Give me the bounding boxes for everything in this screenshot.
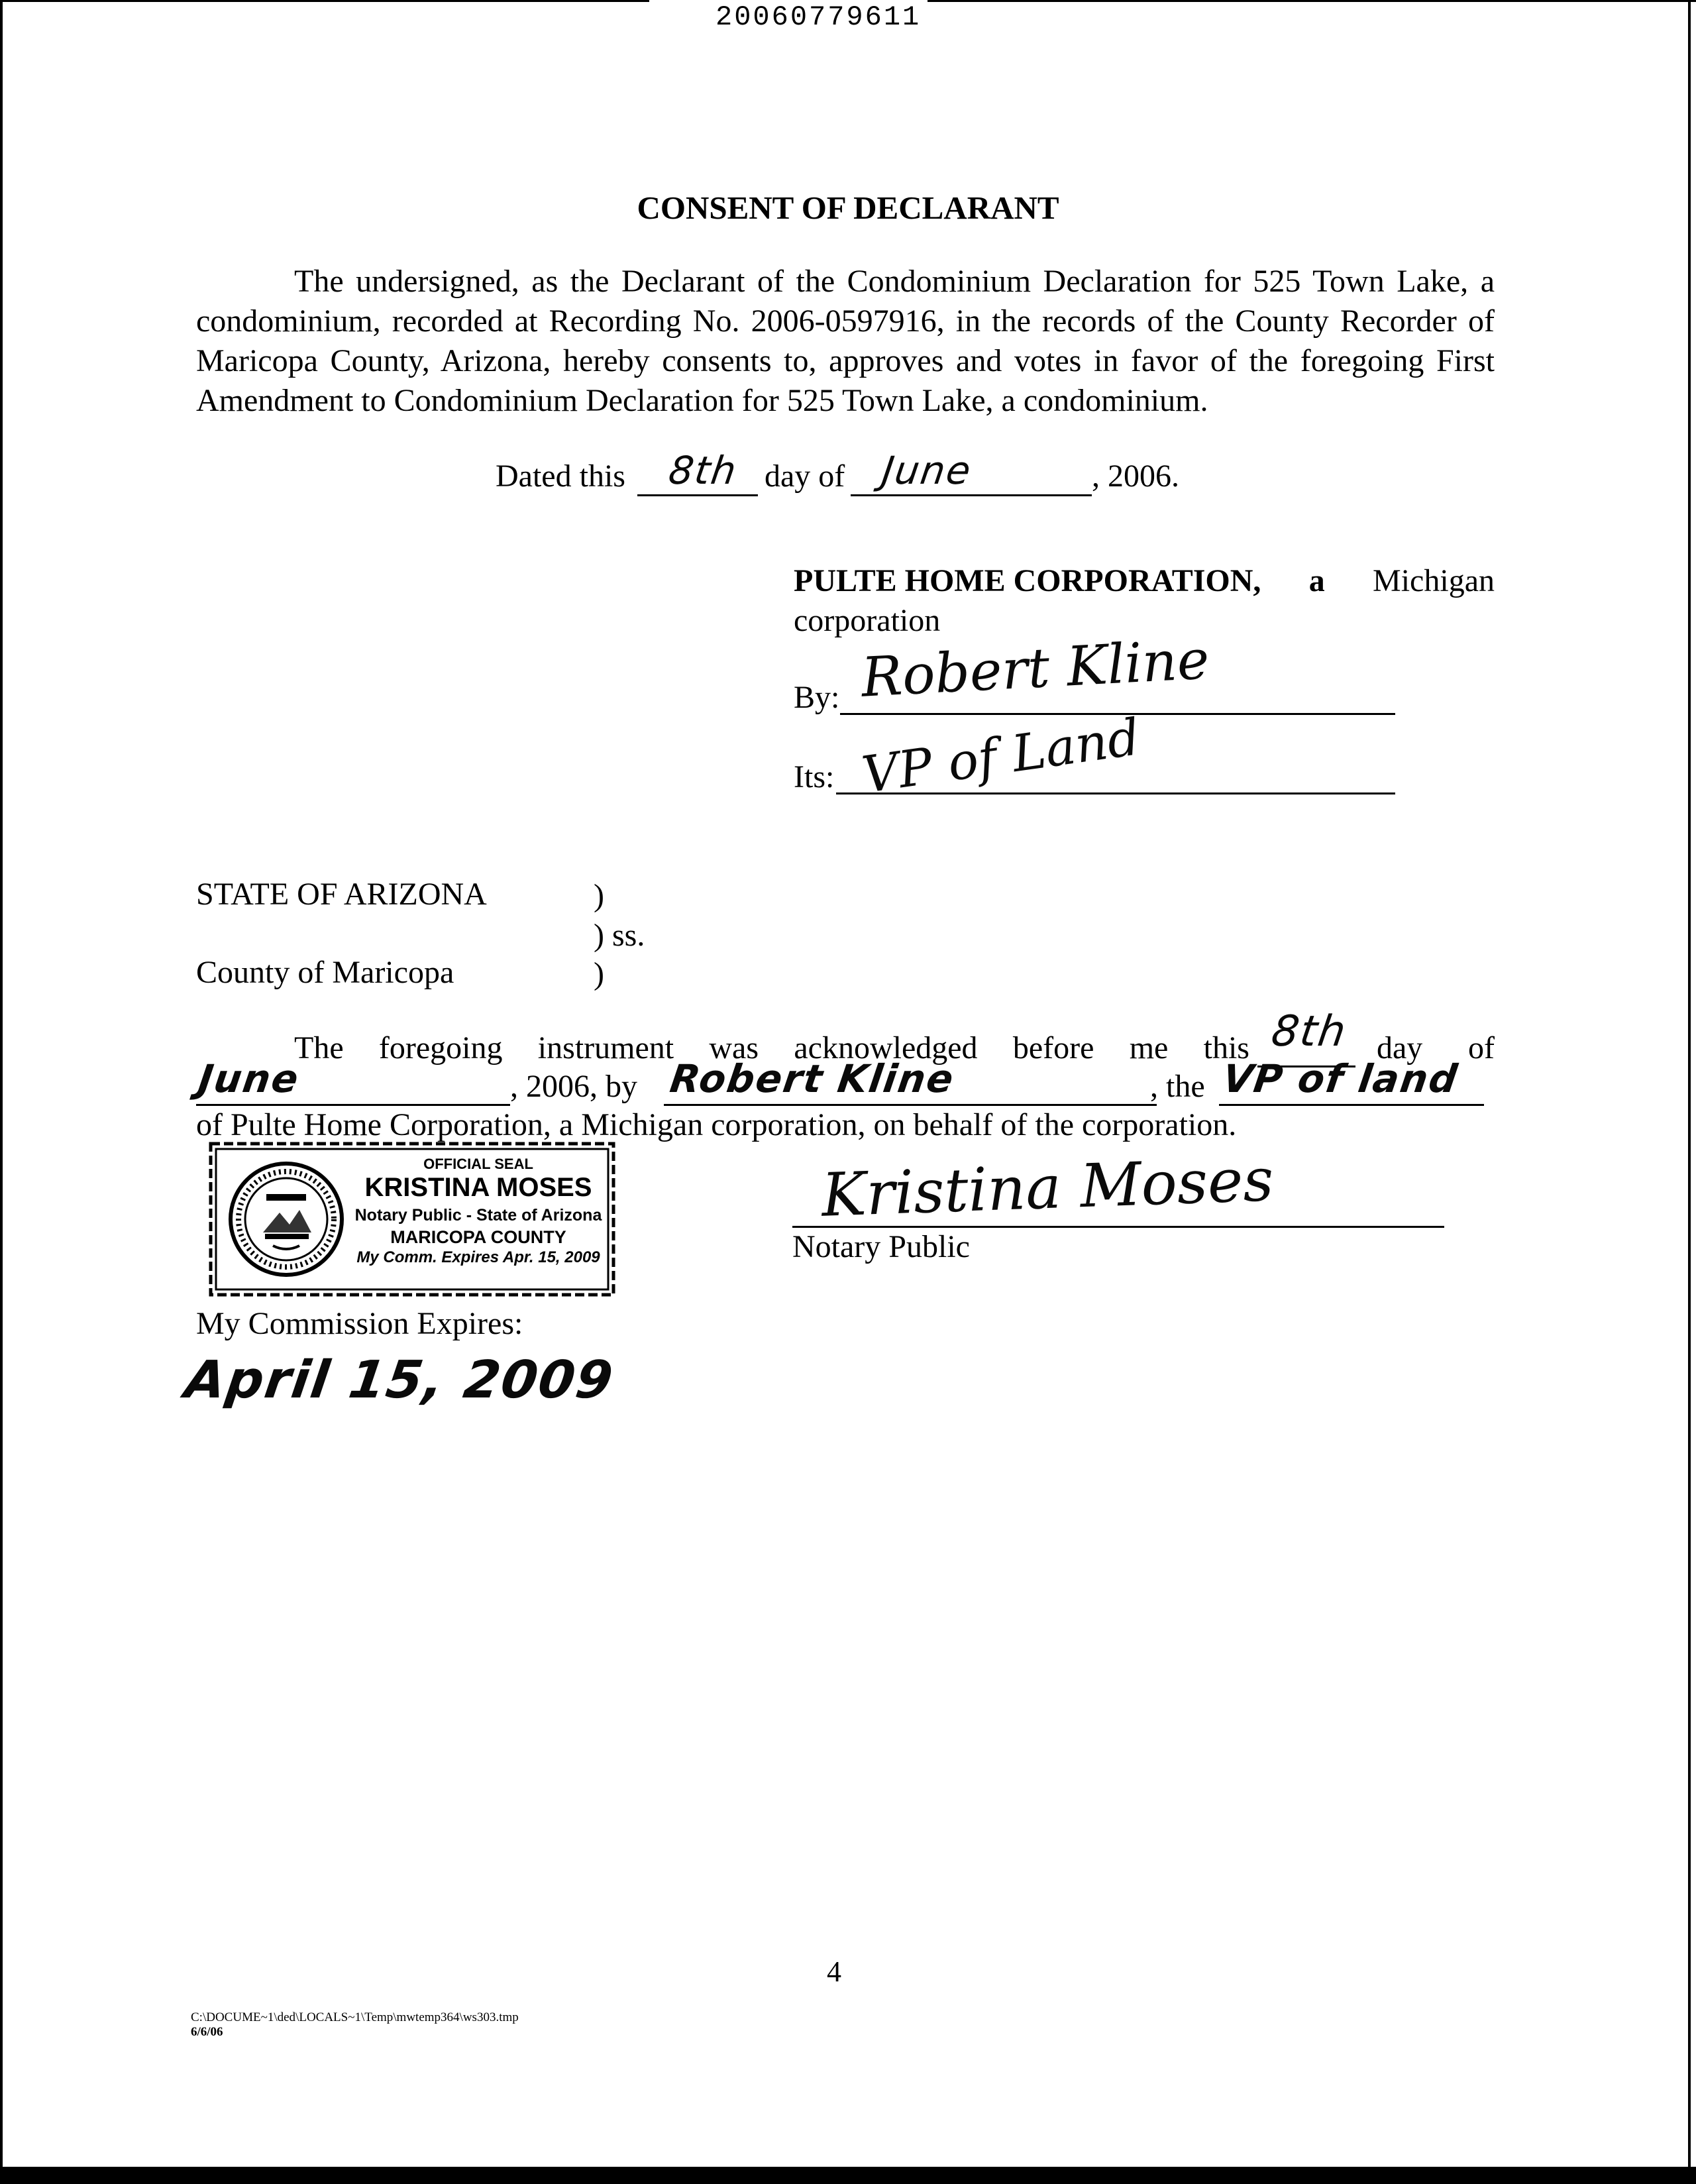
- dated-middle: day of: [765, 459, 845, 494]
- company-line-1: [794, 561, 1495, 601]
- venue-paren-3: ): [594, 956, 604, 991]
- footer: [191, 2010, 519, 2040]
- document-number: 20060779611: [716, 1, 922, 33]
- ack-word-6: before: [1012, 1030, 1094, 1065]
- ack-month-value: June: [195, 1056, 303, 1101]
- ack-day-word: day: [1377, 1030, 1423, 1065]
- intro-paragraph: [196, 262, 1495, 421]
- document-title: CONSENT OF DECLARANT: [637, 190, 1059, 226]
- ack-word-4: was: [709, 1030, 759, 1065]
- ack-word-2: foregoing: [378, 1030, 503, 1065]
- scan-border-right: [1688, 0, 1691, 2167]
- seal-name: KRISTINA MOSES: [364, 1173, 592, 1202]
- notary-seal: [207, 1140, 617, 1299]
- venue-state: STATE OF ARIZONA: [196, 877, 487, 912]
- ack-word-3: instrument: [537, 1030, 674, 1065]
- notary-label: Notary Public: [792, 1229, 970, 1264]
- intro-line-1: The undersigned, as the Declarant of the Condominium Declaration for 525 Town Lake, a: [294, 264, 1495, 299]
- scan-border-left: [0, 0, 3, 2184]
- dated-month-value: June: [879, 448, 975, 493]
- scan-border-top: [0, 0, 649, 2]
- notary-signature: Kristina Moses: [820, 1145, 1275, 1230]
- ack-year-by: , 2006, by: [510, 1069, 637, 1104]
- ack-day-value: 8th: [1268, 1007, 1350, 1056]
- intro-line-3: Maricopa County, Arizona, hereby consents to, approves and votes in favor of the foregoing First: [196, 343, 1495, 378]
- seal-line-3: My Comm. Expires Apr. 15, 2009: [356, 1248, 600, 1266]
- footer-date: 6/6/06: [191, 2025, 223, 2039]
- dated-suffix: , 2006.: [1092, 459, 1179, 494]
- footer-path: C:\DOCUME~1\ded\LOCALS~1\Temp\mwtemp364\ws303.tmp: [191, 2010, 519, 2024]
- ack-signer-value: Robert Kline: [667, 1056, 958, 1101]
- ack-word-1: The: [294, 1030, 344, 1065]
- ack-title-value: VP of land: [1220, 1056, 1461, 1101]
- venue-ss: ) ss.: [594, 918, 645, 953]
- company-name: PULTE HOME CORPORATION,: [794, 563, 1261, 598]
- its-value: VP of Land: [858, 707, 1143, 804]
- ack-word-8: this: [1203, 1030, 1249, 1065]
- company-desc-a: a: [1308, 563, 1325, 598]
- intro-line-2: condominium, recorded at Recording No. 2006-0597916, in the records of the County Recorder of: [196, 303, 1495, 339]
- company-desc-b: Michigan: [1373, 563, 1495, 598]
- its-label: Its:: [794, 759, 835, 794]
- page-number: 4: [827, 1955, 841, 1988]
- ack-the: , the: [1150, 1069, 1205, 1104]
- venue-county: County of Maricopa: [196, 955, 454, 990]
- commission-date: April 15, 2009: [181, 1350, 618, 1410]
- seal-header: OFFICIAL SEAL: [423, 1156, 533, 1172]
- scan-border-bottom: [0, 2167, 1696, 2184]
- dated-day-value: 8th: [666, 448, 741, 493]
- intro-line-4: Amendment to Condominium Declaration for 525 Town Lake, a condominium.: [196, 383, 1208, 418]
- state-seal-emblem: [227, 1160, 346, 1279]
- ack-line-3: of Pulte Home Corporation, a Michigan corporation, on behalf of the corporation.: [196, 1107, 1237, 1142]
- company-desc-line2: corporation: [794, 603, 941, 638]
- by-signature: Robert Kline: [859, 628, 1211, 710]
- dated-prefix: Dated this: [496, 459, 625, 494]
- commission-label: My Commission Expires:: [196, 1306, 523, 1341]
- company-block: [794, 561, 1495, 641]
- by-label: By:: [794, 680, 840, 715]
- seal-line-1: Notary Public - State of Arizona: [354, 1206, 602, 1225]
- ack-of-word: of: [1468, 1030, 1495, 1065]
- seal-line-2: MARICOPA COUNTY: [390, 1227, 566, 1247]
- venue-paren-1: ): [594, 878, 604, 913]
- scan-border-top-right: [928, 0, 1696, 2]
- ack-word-5: acknowledged: [794, 1030, 978, 1065]
- ack-word-7: me: [1129, 1030, 1169, 1065]
